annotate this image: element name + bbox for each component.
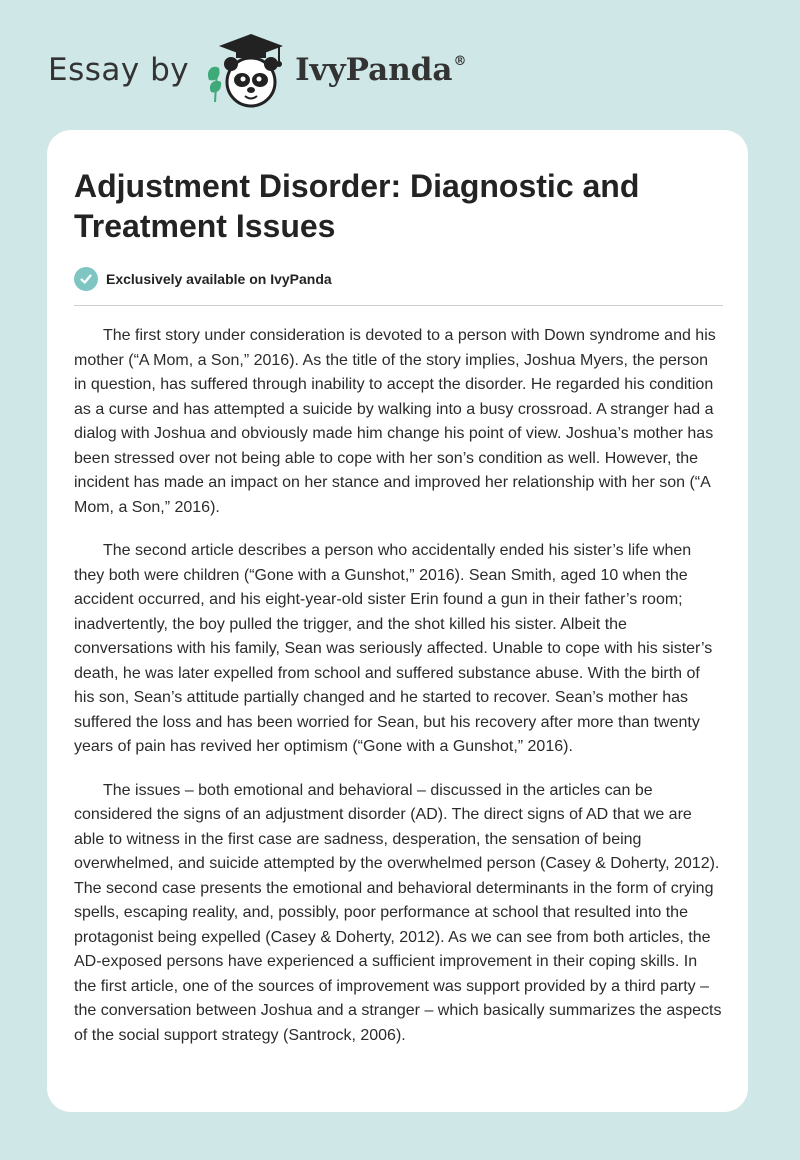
panda-logo-icon[interactable] [203,30,289,110]
check-icon [74,267,98,291]
divider [74,305,723,306]
paragraph-2: The second article describes a person who accidentally ended his sister’s life when they both were children (“Gone with a Gunshot,” 2016). Sean Smith, aged 10 when the accident occurred, and his eight-year-old sister Erin found a gun in their father’s room; inadvertently, the boy pulled the trigger, and the shot killed his sister. Albeit the conversations with his family, Sean was seriously affected. Unable to cope with his sister’s death, he was later expelled from school and suffered substance abuse. With the birth of his son, Sean’s attitude partially changed and he started to recover. Sean’s mother has suffered the loss and has been worried for Sean, but his recovery after more than twenty years of pain has revived her optimism (“Gone with a Gunshot,” 2016). [74,542,713,755]
essay-body [74,324,723,1048]
site-header [48,30,467,110]
registered-mark: ® [453,53,467,69]
essay-by-label: Essay by [48,52,190,88]
exclusive-label: Exclusively available on IvyPanda [106,271,332,287]
paragraph-3: The issues – both emotional and behavioral – discussed in the articles can be considered the signs of an adjustment disorder (AD). The direct signs of AD that we are able to witness in the first case are sadness, desperation, the sensation of being overwhelmed, and suicide attempted by the overwhelmed person (Casey & Doherty, 2012). The second case presents the emotional and behavioral determinants in the form of crying spells, escaping reality, and, possibly, poor performance at school that resulted into the protagonist being expelled (Casey & Doherty, 2012). As we can see from both articles, the AD-exposed persons have experienced a sufficient improvement in their coping skills. In the first article, one of the sources of improvement was support provided by a third party – the conversation between Joshua and a stranger – which basically summarizes the aspects of the social support strategy (Santrock, 2006). [74,781,722,1044]
brand-name[interactable] [295,52,466,88]
paragraph-1: The first story under consideration is devoted to a person with Down syndrome and his mother (“A Mom, a Son,” 2016). As the title of the story implies, Joshua Myers, the person in question, has suffered through inability to accept the disorder. He regarded his condition as a curse and has attempted a suicide by walking into a busy crossroad. A stranger had a dialog with Joshua and obviously made him change his point of view. Joshua’s mother has been stressed over not being able to cope with her son’s condition as well. However, the incident has made an impact on her stance and improved her relationship with her son (“A Mom, a Son,” 2016). [74,327,716,516]
page-title: Adjustment Disorder: Diagnostic and Treatment Issues [74,168,640,244]
essay-card [47,130,748,1112]
brand-text: IvyPanda [295,52,453,88]
exclusive-badge [74,267,721,291]
